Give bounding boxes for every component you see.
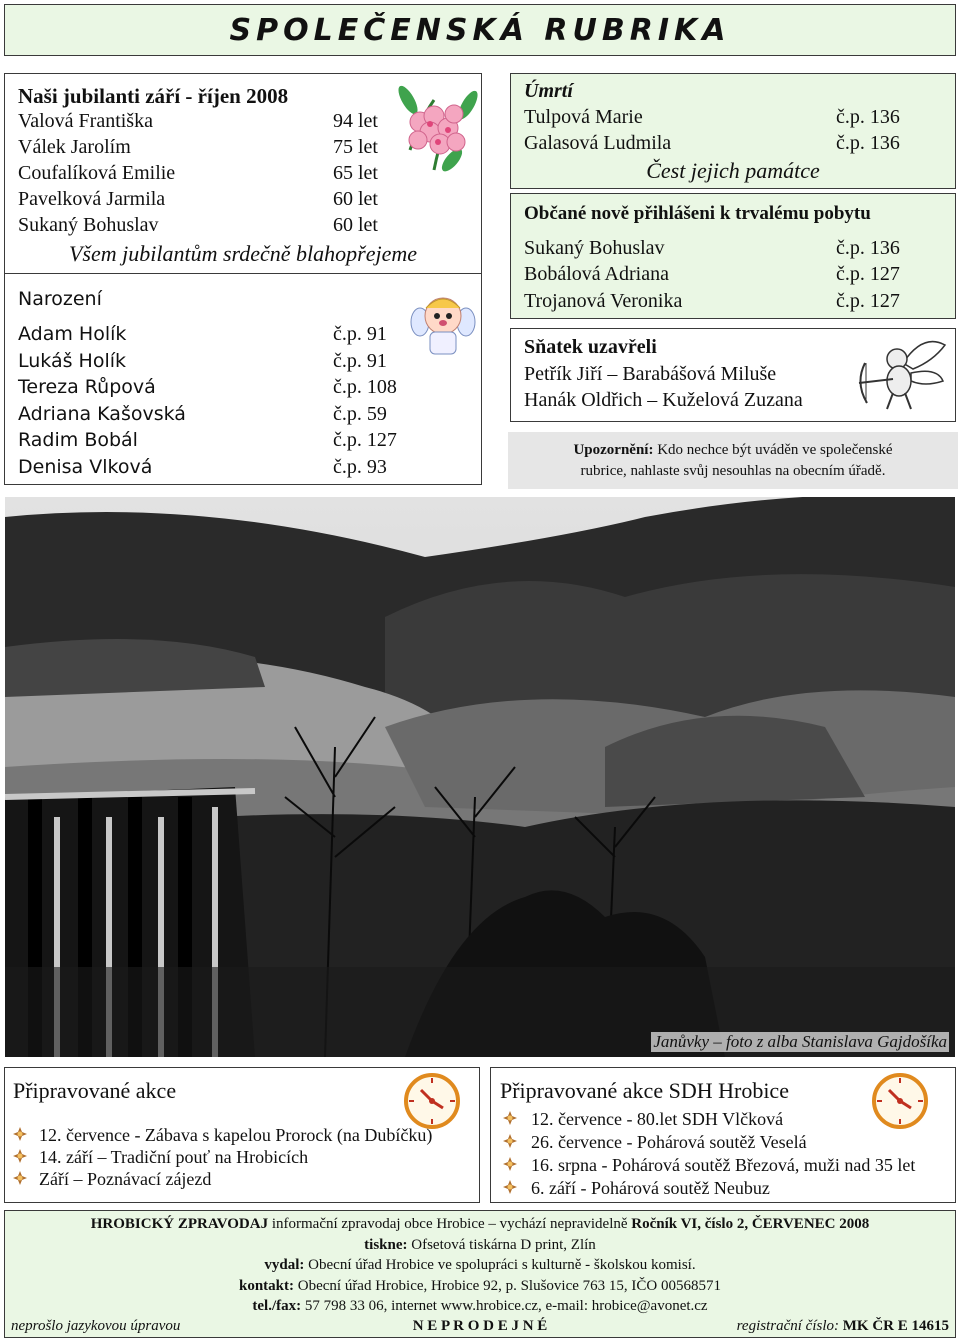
footer-line-2: tiskne: Ofsetová tiskárna D print, Zlín — [364, 1236, 596, 1253]
registered-box: Občané nově přihlášeni k trvalému pobytu Sukaný Bohuslav č.p. 136 Bobálová Adriana č.p. 127 Trojanová Veronika č.p. 127 — [510, 193, 956, 319]
page-title: SPOLEČENSKÁ RUBRIKA — [229, 13, 731, 48]
deaths-heading: Úmrtí — [524, 80, 573, 102]
jubilees-births-box — [4, 73, 482, 485]
landscape-photo — [5, 497, 955, 1057]
bullet-icon — [13, 1149, 27, 1163]
landscape-image — [5, 497, 955, 1057]
footer-line-5: tel./fax: 57 798 33 06, internet www.hrobice.cz, e-mail: hrobice@avonet.cz — [252, 1298, 708, 1314]
clock-icon — [403, 1072, 461, 1130]
photo-caption: Janůvky – foto z alba Stanislava Gajdošíka — [653, 1032, 947, 1051]
flower-icon — [390, 80, 478, 180]
bullet-icon — [13, 1127, 27, 1141]
births-heading: Narození — [18, 288, 102, 310]
notice-line-2: rubrice, nahlaste svůj nesouhlas na obecním úřadě. — [580, 463, 886, 479]
deaths-box: Úmrtí Tulpová Marie č.p. 136 Galasová Ludmila č.p. 136 Čest jejich památce — [510, 73, 956, 189]
deaths-honor: Čest jejich památce — [646, 158, 820, 183]
events-heading: Připravované akce — [13, 1078, 177, 1103]
notice-line-1: Upozornění: Kdo nechce být uváděn ve společenské — [573, 442, 893, 458]
jubilees-greeting: Všem jubilantům srdečně blahopřejeme — [68, 241, 418, 266]
marriages-heading: Sňatek uzavřeli — [524, 336, 657, 358]
footer-line-1: HROBICKÝ ZPRAVODAJ informační zpravodaj obce Hrobice – vychází nepravidelně Ročník VI, číslo 2, ČERVENEC 2008 — [90, 1216, 870, 1232]
bullet-icon — [503, 1180, 517, 1194]
footer-line-6: neprošlo jazykovou úpravou N E P R O D E J N É registrační číslo: MK ČR E 14615 — [11, 1318, 949, 1334]
sdh-events-list: 12. července - 80.let SDH Vlčková 26. července - Pohárová soutěž Veselá 16. srpna - Pohárová soutěž Březová, muži nad 35 let 6. září - Pohárová soutěž Neubuz — [503, 1108, 953, 1200]
jubilees-divider — [5, 273, 481, 274]
cherub-icon — [410, 292, 476, 358]
events-list: 12. července - Zábava s kapelou Prorock (na Dubíčku) 14. září – Tradiční pouť na Hrobicích Září – Poznávací zájezd — [13, 1124, 473, 1194]
births-list: Adam Holík č.p. 91 Lukáš Holík č.p. 91 Tereza Růpová č.p. 108 Adriana Kašovská č.p. 59 Radim Bobál č.p. 127 Denisa Vlková č.p. 93 — [18, 323, 397, 478]
page-header — [4, 4, 956, 56]
jubilees-heading: Naši jubilanti září - říjen 2008 — [18, 84, 289, 108]
events-box — [4, 1067, 480, 1203]
sdh-events-box — [490, 1067, 956, 1203]
jubilees-list: Valová Františka 94 let Válek Jarolím 75 let Coufalíková Emilie 65 let Pavelková Jarmila 60 let Sukaný Bohuslav 60 let — [18, 110, 378, 236]
bullet-icon — [13, 1171, 27, 1185]
footer-imprint — [4, 1210, 956, 1338]
bullet-icon — [503, 1134, 517, 1148]
footer-line-3: vydal: Obecní úřad Hrobice ve spolupráci s kulturně - školskou komisí. — [264, 1257, 696, 1273]
footer-line-4: kontakt: Obecní úřad Hrobice, Hrobice 92, p. Slušovice 763 15, IČO 00568571 — [238, 1277, 722, 1294]
marriages-box: Sňatek uzavřeli Petřík Jiří – Barabášová Miluše Hanák Oldřich – Kuželová Zuzana — [510, 328, 956, 422]
bullet-icon — [503, 1157, 517, 1171]
notice-box — [508, 432, 958, 489]
sdh-events-heading: Připravované akce SDH Hrobice — [500, 1078, 789, 1103]
registered-heading: Občané nově přihlášeni k trvalému pobytu — [524, 203, 871, 224]
bullet-icon — [503, 1111, 517, 1125]
cupid-icon — [853, 333, 949, 417]
